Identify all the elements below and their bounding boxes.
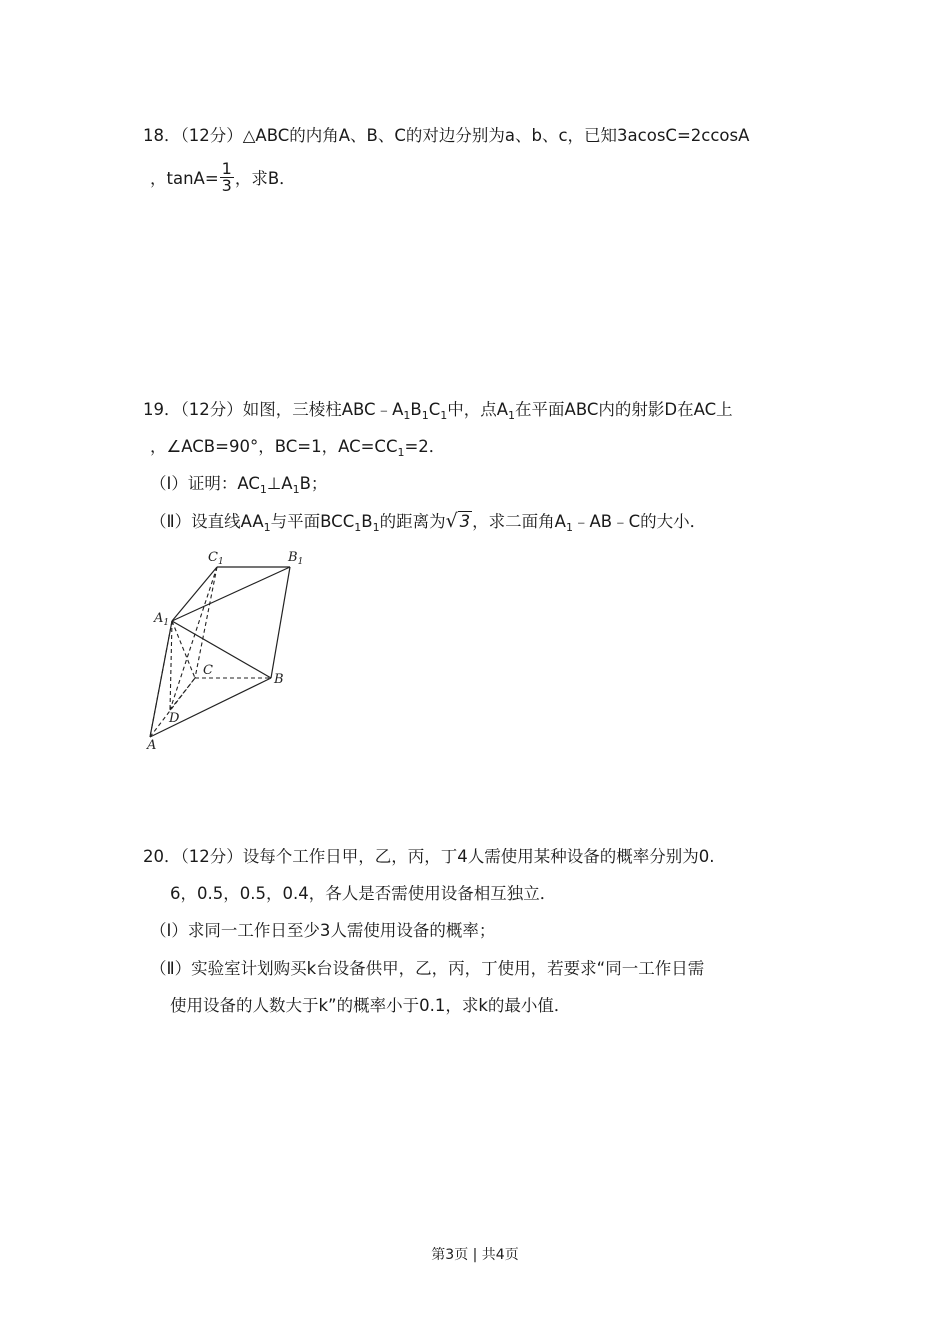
prism-figure [140, 545, 320, 755]
edge-d-c-hidden [170, 678, 195, 710]
edge-c1-d-hidden [170, 567, 217, 710]
q19-l2-b: =2． [404, 437, 446, 456]
edge-a1-c1 [172, 567, 217, 621]
q18-fraction [220, 161, 234, 194]
q19-p2-c: B [361, 512, 373, 531]
subscript: 1 [259, 483, 267, 496]
q19-l1-c: C [428, 400, 441, 419]
subscript: 1 [354, 521, 362, 534]
edge-b1-b [271, 567, 290, 678]
q18-line2-post: ，求B． [234, 169, 296, 188]
edge-a1-d-hidden [170, 621, 172, 710]
q19-p2-d: 的距离为 [379, 512, 446, 531]
q19-p2-a: （Ⅱ）设直线AA [150, 512, 264, 531]
label-c1: $C_1$ [208, 550, 224, 567]
q19-p1-b: ⊥A [266, 474, 293, 493]
label-d: D [169, 711, 180, 726]
subscript: 1 [292, 483, 300, 496]
label-b: B [274, 672, 284, 687]
subscript: 1 [565, 521, 573, 534]
q18-line1: 18．（12分）△ABC的内角A、B、C的对边分别为a、b、c，已知3acosC=2ccosA [143, 126, 750, 145]
page-footer: 第3页 | 共4页 [431, 1247, 519, 1263]
q19-l1-b: B [410, 400, 422, 419]
label-c: C [203, 663, 213, 678]
q19-part2 [150, 509, 706, 540]
subscript: 1 [440, 409, 448, 422]
q19-l2-a: ，∠ACB=90°，BC=1，AC=CC [150, 437, 398, 456]
q20-line2: 6，0.5，0.5，0.4，各人是否需使用设备相互独立． [170, 884, 557, 903]
q19-line1 [143, 398, 733, 428]
subscript: 1 [263, 521, 271, 534]
q18-line2-pre: ，tanA= [150, 169, 219, 188]
subscript: 1 [421, 409, 429, 422]
q19-l1-a: 19．（12分）如图，三棱柱ABC﹣A [143, 400, 404, 419]
sqrt-argument: 3 [459, 512, 471, 531]
q19-part1 [150, 472, 327, 502]
edge-a1-b1 [172, 567, 290, 621]
q20-part2-line1: （Ⅱ）实验室计划购买k台设备供甲，乙，丙，丁使用，若要求“同一工作日需 [150, 959, 705, 978]
q20-part2-line2: 使用设备的人数大于k”的概率小于0.1，求k的最小值． [170, 996, 571, 1015]
label-a: A [147, 738, 157, 753]
edge-a1-b [172, 621, 271, 678]
q18-line2 [150, 159, 296, 196]
label-a1: $A_1$ [154, 611, 170, 628]
q19-p2-e: ，求二面角A [472, 512, 566, 531]
radical-sign: √ [445, 510, 458, 532]
q19-l1-e: 在平面ABC内的射影D在AC上 [515, 400, 733, 419]
q19-p1-a: （Ⅰ）证明：AC [150, 474, 260, 493]
subscript: 1 [403, 409, 411, 422]
label-b1: $B_1$ [288, 550, 304, 567]
q19-line2 [150, 435, 445, 465]
subscript: 1 [372, 521, 380, 534]
q19-p1-c: B； [299, 474, 328, 493]
q18-frac-num: 1 [221, 159, 232, 178]
q19-l1-d: 中，点A [447, 400, 509, 419]
q20-part1: （Ⅰ）求同一工作日至少3人需使用设备的概率； [150, 921, 496, 940]
q18-frac-den: 3 [221, 176, 232, 195]
q19-p2-f: ﹣AB﹣C的大小． [572, 512, 707, 531]
subscript: 1 [397, 446, 405, 459]
sqrt-expression [446, 509, 473, 534]
subscript: 1 [508, 409, 516, 422]
q20-line1: 20．（12分）设每个工作日甲，乙，丙，丁4人需使用某种设备的概率分别为0. [143, 847, 715, 866]
edge-a-b [150, 678, 271, 737]
q19-p2-b: 与平面BCC [270, 512, 355, 531]
